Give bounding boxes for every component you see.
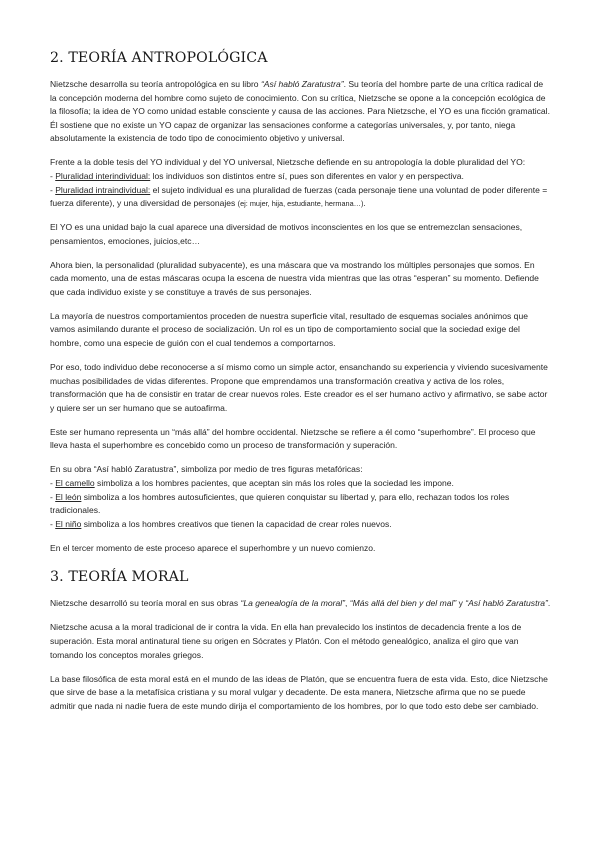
paragraph [50, 463, 551, 531]
text: . Su teoría del hombre parte de una crítica radical de la concepción moderna del hombre como sujeto de conocimiento. Con su crítica, Nietzsche se opone a la concepción ecológica de la filosofía; la idea de YO como unidad estable consciente y causa de las acciones. Para Nietzsche, el YO es una ficción gramatical. Él sostiene que no existe un YO capaz de organizar las sensaciones conforme a categorías universales, y, por tanto, niega absolutamente la existencia de todo tipo de conocimiento objetivo y universal. [50, 79, 550, 144]
section-2-heading: 2. TEORÍA ANTROPOLÓGICA [50, 50, 268, 66]
term-interindividual: Pluralidad interindividual: [55, 170, 151, 181]
book-title: “Así habló Zaratustra” [465, 598, 548, 609]
paragraph: La base filosófica de esta moral está en el mundo de las ideas de Platón, que se encuentra fuera de esta vida. Esto, dice Nietzsche que sirve de base a la metafísica cristiana y su moral vulgar y decadente. De esta manera, Nietzsche afirma que no se puede admitir que nada ni nadie fuera de este mundo dirija el comportamiento de los hombres, por lo que todo esto debe ser cambiado. [50, 673, 548, 711]
text: Nietzsche desarrolló su teoría moral en sus obras [50, 598, 241, 609]
list-dash: - [50, 491, 56, 502]
section-3-heading: 3. TEORÍA MORAL [50, 569, 189, 586]
book-title: “La genealogía de la moral” [240, 598, 346, 609]
paragraph: Este ser humano representa un “más allá” del hombre occidental. Nietzsche se refiere a él como “superhombre”. El proceso que lleva hasta el superhombre es concebido como un proceso de transformación y superación. [50, 426, 536, 451]
book-title: “Así habló Zaratustra” [260, 79, 344, 89]
text: , [345, 598, 350, 609]
text: . [363, 198, 366, 209]
text: simboliza a los hombres autosuficientes, que quieren conquistar su libertad y, para ello, rechazan todos los roles tradicionales. [50, 491, 510, 516]
text: los individuos son distintos entre sí, pues son diferentes en valor y en perspectiva. [150, 170, 464, 181]
text: . [547, 598, 551, 609]
example-note: (ej: mujer, hija, estudiante, hermana…) [237, 199, 364, 209]
paragraph: Nietzsche acusa a la moral tradicional de ir contra la vida. En ella han prevalecido los instintos de decadencia frente a los de superación. Esta moral antinatural tiene su origen en Sócrates y Platón. Con el método genealógico, analiza el giro que van tomando los conceptos morales griegos. [50, 622, 522, 660]
paragraph: En el tercer momento de este proceso aparece el superhombre y un nuevo comienzo. [50, 542, 376, 553]
paragraph: Por eso, todo individuo debe reconocerse a sí mismo como un simple actor, ensanchando su experiencia y viviendo sucesivamente muchas posibilidades de vidas diferentes. Propone que emprendamos una transformación creativa y activa de los roles, transformación que ha de consistir en tratar de crear nuevos roles. Este creador es el ser humano activo y afirmativo, se sabe actor y quiere ser un ser humano que se autoafirma. [50, 362, 548, 413]
text: y [456, 598, 466, 609]
text: En su obra “Así habló Zaratustra”, simboliza por medio de tres figuras metafóricas: [50, 464, 363, 475]
paragraph [50, 597, 551, 611]
paragraph: Ahora bien, la personalidad (pluralidad subyacente), es una máscara que va mostrando los múltiples personajes que somos. En cada momento, una de estas máscaras ocupa la escena de nuestra vida mientras que las otras “esperan” su momento. Defiende que cada individuo existe y se constituye a través de sus personajes. [50, 259, 539, 297]
text: simboliza a los hombres creativos que tienen la capacidad de crear roles nuevos. [81, 518, 392, 529]
term-camello: El camello [55, 477, 95, 488]
list-dash: - [50, 518, 56, 529]
text: Frente a la doble tesis del YO individual y del YO universal, Nietzsche defiende en su antropología la doble pluralidad del YO: [50, 157, 526, 168]
term-intraindividual: Pluralidad intraindividual: [55, 184, 151, 195]
text: simboliza a los hombres pacientes, que aceptan sin más los roles que la sociedad les impone. [94, 477, 454, 488]
list-dash: - [50, 477, 56, 488]
text: Nietzsche desarrolla su teoría antropológica en su libro [50, 79, 261, 89]
list-dash: - [50, 184, 56, 195]
text: el sujeto individual es una pluralidad de fuerzas (cada personaje tiene una voluntad de poder diferente = fuerza diferente), y una diversidad de personajes [50, 184, 548, 209]
paragraph: La mayoría de nuestros comportamientos proceden de nuestra superficie vital, resultado de esquemas sociales anónimos que vamos asimilando durante el proceso de socialización. Un rol es un tipo de comportamiento social que la sociedad exige del hombre, como una especie de guión con el cual tendemos a comportarnos. [50, 310, 528, 349]
book-title: “Más allá del bien y del mal” [349, 598, 457, 609]
term-nino: El niño [55, 518, 82, 529]
paragraph [50, 156, 551, 210]
list-dash: - [50, 170, 56, 181]
term-leon: El león [55, 491, 82, 502]
paragraph: El YO es una unidad bajo la cual aparece una diversidad de motivos inconscientes en los que se entremezclan sensaciones, pensamientos, emociones, juicios,etc… [50, 222, 523, 246]
paragraph [50, 78, 551, 146]
